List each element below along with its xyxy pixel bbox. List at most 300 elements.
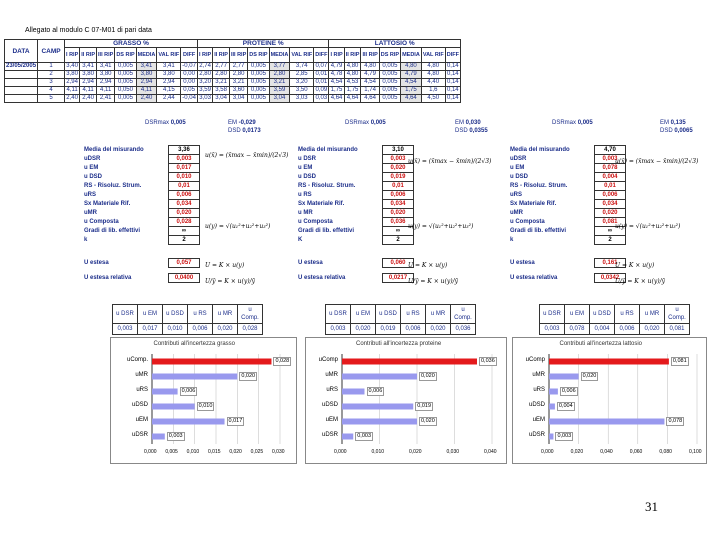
calc-value: 0,003 — [169, 155, 200, 164]
bar-3 — [152, 404, 195, 410]
category-label: uMR — [532, 371, 545, 378]
value-label: 0,078 — [668, 417, 683, 424]
calc-row — [82, 173, 200, 182]
formula-u-estesa-proteine: U = K × u(y) — [408, 262, 448, 269]
category-label: uEM — [325, 416, 338, 423]
table-row — [5, 63, 461, 71]
bar-1 — [342, 374, 417, 380]
value-label: 0,020 — [582, 372, 597, 379]
calc-value: 0,01 — [595, 182, 626, 191]
calc-label: uRS — [84, 192, 96, 198]
value-cell: 3,80 — [97, 71, 115, 79]
value-label: 0,028 — [275, 357, 290, 364]
value-cell: 4,53 — [344, 79, 361, 87]
calc-label: uDSR — [84, 156, 101, 162]
value-cell: 4,80 — [344, 71, 361, 79]
bar-2 — [549, 389, 558, 395]
summary-value-row — [113, 324, 263, 335]
measurements-table — [4, 39, 461, 103]
bar-2 — [152, 389, 178, 395]
summary-value: 0,004 — [590, 324, 615, 335]
value-cell: 4,64 — [401, 95, 422, 103]
calc-row — [82, 209, 200, 218]
tick-label: 0,030 — [272, 449, 285, 455]
calc-label: Sx Materiale Rif. — [84, 201, 131, 207]
summary-header: u Comp. — [238, 305, 263, 324]
date-cell — [5, 79, 38, 87]
value-cell: 4,80 — [344, 63, 361, 71]
calc-label: u DSD — [510, 174, 528, 180]
summary-value: 0,006 — [188, 324, 213, 335]
calc-label: Sx Materiale Rif. — [298, 201, 345, 207]
summary-value: 0,020 — [426, 324, 451, 335]
category-label: uEM — [532, 416, 545, 423]
group-header-lattosio: LATTOSIO % — [329, 40, 460, 48]
u-estesa-table-grasso — [82, 258, 200, 283]
summary-header: u RS — [401, 305, 426, 324]
summary-value: 0,020 — [351, 324, 376, 335]
calc-row — [296, 182, 414, 191]
calc-label: u Composta — [510, 219, 545, 225]
calc-table-lattosio — [508, 145, 626, 245]
subheader-grasso-5: VAL RIF — [157, 48, 181, 63]
value-cell: 0,07 — [315, 63, 328, 69]
calc-row — [82, 259, 200, 268]
value-cell: 4,80 — [361, 63, 379, 71]
calc-row — [508, 191, 626, 200]
value-cell: 0,00 — [181, 79, 198, 87]
grasso-em-stat: EM -0,029 — [228, 120, 256, 126]
date-cell: 23/05/2005 — [6, 63, 37, 69]
calc-label: k — [84, 237, 88, 243]
u-estesa-table-lattosio — [508, 258, 626, 283]
value-cell: 4,54 — [330, 79, 343, 85]
value-cell: 3,59 — [269, 87, 290, 95]
value-cell: 2,80 — [269, 71, 290, 79]
value-label: 0,017 — [228, 417, 243, 424]
calc-label: k — [510, 237, 514, 243]
calc-label: uRS — [510, 192, 522, 198]
value-cell: 0,09 — [315, 87, 328, 93]
calc-value: 0,081 — [595, 218, 626, 227]
calc-value: 4,70 — [595, 146, 626, 155]
camp-cell: 3 — [38, 79, 65, 87]
calc-row — [82, 227, 200, 236]
value-cell: 4,11 — [66, 87, 78, 93]
u-estesa-label: U estesa — [510, 260, 535, 266]
summary-header: u DSR — [540, 305, 565, 324]
summary-value: 0,006 — [615, 324, 640, 335]
u-estesa-table-proteine — [296, 258, 414, 283]
calc-label: Gradi di lib. effettivi — [84, 228, 141, 234]
subheader-grasso-2: III RIP — [97, 48, 115, 63]
summary-table-grasso — [112, 304, 263, 335]
calc-value: 0,020 — [383, 209, 414, 218]
tick-label: 0,000 — [334, 449, 347, 455]
value-cell: 3,50 — [290, 87, 314, 95]
bar-4 — [342, 419, 417, 425]
category-label: uComp — [318, 356, 338, 363]
calc-row — [82, 200, 200, 209]
tick-label: 0,010 — [186, 449, 200, 455]
summary-table-lattosio — [539, 304, 690, 335]
value-cell: 3,80 — [136, 71, 157, 79]
calc-row — [296, 173, 414, 182]
subheader-grasso-4: MEDIA — [136, 48, 157, 63]
bar-5 — [152, 434, 165, 440]
subheader-grasso-0: I RIP — [65, 48, 80, 63]
calc-label: u DSD — [298, 174, 316, 180]
subheader-lattosio-4: MEDIA — [401, 48, 422, 63]
bar-0 — [342, 359, 477, 365]
table-row — [5, 87, 461, 95]
calc-value: ∞ — [169, 227, 200, 236]
calc-row — [508, 236, 626, 245]
calc-value: 2 — [169, 236, 200, 245]
summary-value: 0,017 — [138, 324, 163, 335]
summary-header: u DSR — [113, 305, 138, 324]
bar-4 — [152, 419, 225, 425]
formula-u-em-grasso: u(x̄) = (x̄max − x̄min)/(2√3) — [205, 152, 289, 159]
value-label: 0,003 — [357, 432, 372, 439]
calc-value: 0,028 — [169, 218, 200, 227]
value-cell: 1,75 — [344, 87, 361, 95]
calc-value: 0,020 — [383, 164, 414, 173]
summary-value: 0,036 — [451, 324, 476, 335]
category-label: uMR — [135, 371, 148, 378]
lattosio-dsr-stat: DSRmax 0,005 — [552, 120, 593, 126]
bar-5 — [549, 434, 553, 440]
value-cell: 0,01 — [315, 79, 328, 85]
bar-3 — [342, 404, 413, 410]
date-cell — [5, 87, 38, 95]
calc-label: Gradi di lib. effettivi — [510, 228, 567, 234]
category-label: uEM — [135, 416, 148, 423]
value-cell: 0,005 — [248, 79, 269, 87]
u-estesa-rel-label: U estesa relativa — [298, 275, 346, 281]
summary-header: u MR — [640, 305, 665, 324]
calc-label: uMR — [510, 210, 523, 216]
summary-header-row — [540, 305, 690, 324]
value-cell: 0,005 — [379, 79, 400, 87]
calc-label: u RS — [298, 192, 312, 198]
value-label: 0,020 — [421, 417, 435, 424]
value-cell: 0,005 — [248, 71, 269, 79]
camp-cell: 2 — [38, 71, 65, 79]
calc-row — [508, 218, 626, 227]
summary-header: u RS — [188, 305, 213, 324]
table-row — [5, 95, 461, 103]
summary-value: 0,006 — [401, 324, 426, 335]
grasso-dsd-stat: DSD 0,0173 — [228, 128, 261, 134]
value-cell: 4,79 — [330, 63, 343, 69]
summary-header: u DSD — [163, 305, 188, 324]
summary-header: u MR — [213, 305, 238, 324]
value-cell: 2,40 — [136, 95, 157, 103]
value-label: 0,003 — [557, 432, 572, 439]
subheader-proteine-0: I RIP — [197, 48, 212, 63]
calc-value: 0,006 — [595, 191, 626, 200]
value-cell: 0,005 — [379, 87, 400, 95]
value-cell: 2,80 — [229, 71, 247, 79]
category-label: uRS — [136, 386, 148, 393]
value-cell: 0,005 — [115, 71, 136, 79]
u-estesa-value: 0,057 — [169, 259, 200, 268]
chart-title: Contributi all'incertezza proteine — [356, 341, 442, 347]
value-cell: 1,74 — [361, 87, 379, 95]
calc-value: 0,020 — [169, 209, 200, 218]
category-label: uDSR — [321, 431, 338, 438]
value-label: 0,019 — [417, 402, 432, 409]
calc-label: uDSR — [510, 156, 527, 162]
value-cell: 3,59 — [199, 87, 211, 93]
lattosio-em-stat: EM 0,135 — [660, 120, 686, 126]
table-row — [5, 71, 461, 79]
value-label: 0,020 — [241, 372, 256, 379]
table-row — [5, 79, 461, 87]
summary-value: 0,003 — [113, 324, 138, 335]
value-cell: 4,54 — [361, 79, 379, 87]
value-cell: 1,75 — [330, 87, 343, 93]
calc-row — [296, 274, 414, 283]
lattosio-dsd-stat: DSD 0,0065 — [660, 128, 693, 134]
calc-value: 3,10 — [383, 146, 414, 155]
formula-u-rel-grasso: U/ȳ = K × u(y)/ȳ — [205, 278, 255, 285]
summary-value: 0,003 — [326, 324, 351, 335]
bar-0 — [152, 359, 271, 365]
value-cell: 0,005 — [115, 95, 136, 103]
tick-label: 0,040 — [600, 449, 613, 455]
summary-header: u EM — [351, 305, 376, 324]
chart-2 — [512, 337, 707, 464]
value-cell: 4,15 — [157, 87, 181, 95]
value-cell: 3,21 — [229, 79, 247, 87]
subheader-proteine-3: DS RIP — [248, 48, 269, 63]
summary-value-row — [326, 324, 476, 335]
formula-u-estesa-lattosio: U = K × u(y) — [615, 262, 655, 269]
value-cell: 2,85 — [290, 71, 314, 79]
value-cell: 2,94 — [97, 79, 115, 87]
value-cell: 3,77 — [269, 63, 290, 71]
u-estesa-rel-label: U estesa relativa — [84, 275, 132, 281]
summary-header: u EM — [565, 305, 590, 324]
tick-label: 0,100 — [689, 449, 702, 455]
subheader-lattosio-3: DS RIP — [379, 48, 400, 63]
calc-label: u Composta — [84, 219, 119, 225]
value-cell: 3,04 — [269, 95, 290, 103]
u-estesa-rel-value: 0,0342 — [595, 274, 626, 283]
date-cell — [5, 71, 38, 79]
calc-row — [82, 146, 200, 155]
calc-value: 0,034 — [383, 200, 414, 209]
tick-label: 0,080 — [659, 449, 672, 455]
summary-value-row — [540, 324, 690, 335]
summary-table-proteine — [325, 304, 476, 335]
subheader-grasso-3: DS RIP — [115, 48, 136, 63]
subheader-proteine-2: III RIP — [229, 48, 247, 63]
calc-label: u MR — [298, 210, 313, 216]
value-cell: 2,41 — [97, 95, 115, 103]
group-header-grasso: GRASSO % — [65, 40, 198, 48]
calc-row — [508, 173, 626, 182]
category-label: uDSR — [528, 431, 545, 438]
calc-row — [508, 209, 626, 218]
value-cell: 3,80 — [80, 71, 97, 79]
calc-row — [508, 274, 626, 283]
calc-label: uMR — [84, 210, 97, 216]
summary-header: u Comp. — [451, 305, 476, 324]
value-cell: 2,94 — [136, 79, 157, 87]
calc-row — [296, 200, 414, 209]
value-label: 0,020 — [421, 372, 435, 379]
summary-value: 0,081 — [665, 324, 690, 335]
tick-label: 0,040 — [484, 449, 497, 455]
value-cell: 1,6 — [421, 87, 445, 95]
summary-header: u DSD — [590, 305, 615, 324]
tick-label: 0,025 — [250, 449, 264, 455]
value-label: 0,036 — [481, 357, 495, 364]
subheader-proteine-6: DIFF — [314, 48, 329, 63]
calc-table-grasso — [82, 145, 200, 245]
value-cell: 4,64 — [344, 95, 361, 103]
calc-value: 2 — [595, 236, 626, 245]
summary-header-row — [326, 305, 476, 324]
calc-label: u EM — [84, 165, 99, 171]
bar-3 — [549, 404, 555, 410]
summary-header: u RS — [615, 305, 640, 324]
calc-row — [508, 164, 626, 173]
calc-label: RS - Risoluz. Strum. — [84, 183, 142, 189]
value-cell: 4,80 — [421, 71, 445, 79]
chart-1 — [305, 337, 507, 464]
subheader-lattosio-2: III RIP — [361, 48, 379, 63]
value-cell: 0,14 — [446, 87, 459, 93]
value-label: 0,006 — [368, 387, 383, 394]
subheader-proteine-1: II RIP — [213, 48, 230, 63]
document-title: Allegato al modulo C 07-M01 di pari data — [25, 27, 152, 34]
formula-u-rel-lattosio: U/ȳ = K × u(y)/ȳ — [615, 278, 665, 285]
calc-row — [296, 164, 414, 173]
subheader-proteine-5: VAL RIF — [290, 48, 314, 63]
value-cell: 3,41 — [136, 63, 157, 71]
formula-u-em-lattosio: u(x̄) = (x̄max − x̄min)/(2√3) — [615, 158, 699, 165]
bar-0 — [549, 359, 669, 365]
value-cell: 4,40 — [421, 79, 445, 87]
value-cell: 3,74 — [290, 63, 314, 71]
calc-row — [296, 209, 414, 218]
value-cell: 0,03 — [315, 95, 328, 101]
calc-row — [508, 146, 626, 155]
value-cell: 4,11 — [97, 87, 115, 95]
value-cell: 3,58 — [213, 87, 230, 95]
u-estesa-rel-value: 0,0400 — [169, 274, 200, 283]
summary-value: 0,078 — [565, 324, 590, 335]
tick-label: 0,020 — [570, 449, 584, 455]
calc-label: Media del misurando — [298, 147, 358, 153]
category-label: uDSD — [131, 401, 148, 408]
u-estesa-value: 0,060 — [383, 259, 414, 268]
camp-cell: 4 — [38, 87, 65, 95]
summary-header: u DSD — [376, 305, 401, 324]
calc-row — [82, 236, 200, 245]
calc-value: ∞ — [595, 227, 626, 236]
value-cell: 3,03 — [290, 95, 314, 103]
value-cell: 2,77 — [213, 63, 230, 71]
proteine-em-stat: EM 0,030 — [455, 120, 481, 126]
value-cell: 0,05 — [181, 87, 198, 95]
formula-u-em-proteine: u(x̄) = (x̄max − x̄min)/(2√3) — [408, 158, 492, 165]
value-cell: 3,20 — [199, 79, 211, 85]
tick-label: 0,000 — [541, 449, 554, 455]
calc-value: 0,078 — [595, 164, 626, 173]
value-cell: 4,80 — [401, 63, 422, 71]
calc-row — [508, 200, 626, 209]
formula-u-composta-grasso: u(y) = √(u₁²+u₂²+u₃²) — [205, 223, 271, 230]
summary-value: 0,019 — [376, 324, 401, 335]
value-cell: 0,005 — [379, 63, 400, 71]
value-cell: 2,94 — [80, 79, 97, 87]
calc-row — [508, 227, 626, 236]
category-label: uRS — [326, 386, 338, 393]
value-label: 0,006 — [561, 387, 576, 394]
page-number: 31 — [645, 499, 658, 514]
u-estesa-value: 0,161 — [595, 259, 626, 268]
value-cell: 4,50 — [421, 95, 445, 103]
col-data-header: DATA — [5, 40, 38, 63]
summary-header: u DSR — [326, 305, 351, 324]
calc-row — [296, 227, 414, 236]
calc-row — [296, 236, 414, 245]
value-cell: 2,77 — [229, 63, 247, 71]
value-label: 0,010 — [198, 402, 213, 409]
tick-label: 0,005 — [165, 449, 178, 455]
value-cell: 0,005 — [248, 95, 269, 103]
value-cell: 3,41 — [80, 63, 97, 71]
value-cell: -0,04 — [182, 95, 196, 101]
col-camp-header: CAMP — [38, 40, 65, 63]
formula-u-composta-proteine: u(y) = √(u₁²+u₂²+u₃²) — [408, 223, 474, 230]
grasso-dsr-stat: DSRmax 0,005 — [145, 120, 186, 126]
calc-value: 0,01 — [169, 182, 200, 191]
value-cell: 0,01 — [315, 71, 328, 77]
subheader-proteine-4: MEDIA — [269, 48, 290, 63]
calc-label: Gradi di lib. effettivi — [298, 228, 355, 234]
value-label: 0,081 — [672, 357, 687, 364]
tick-label: 0,015 — [208, 449, 221, 455]
calc-label: Sx Materiale Rif. — [510, 201, 557, 207]
calc-value: 3,36 — [169, 146, 200, 155]
tick-label: 0,020 — [229, 449, 242, 455]
calc-row — [508, 182, 626, 191]
calc-row — [82, 164, 200, 173]
calc-label: u Composta — [298, 219, 333, 225]
value-cell: 0,005 — [248, 87, 269, 95]
formula-u-estesa-grasso: U = K × u(y) — [205, 262, 245, 269]
value-cell: 0,14 — [446, 79, 459, 85]
camp-cell: 5 — [38, 95, 65, 103]
calc-row — [82, 191, 200, 200]
value-cell: 0,005 — [115, 79, 136, 87]
tick-label: 0,030 — [446, 449, 460, 455]
value-cell: 3,40 — [66, 63, 78, 69]
calc-row — [296, 259, 414, 268]
summary-value: 0,003 — [540, 324, 565, 335]
value-cell: 3,21 — [213, 79, 230, 87]
calc-value: 0,006 — [383, 191, 414, 200]
value-cell: 4,11 — [136, 87, 157, 95]
bar-5 — [342, 434, 353, 440]
value-cell: 3,04 — [229, 95, 247, 103]
